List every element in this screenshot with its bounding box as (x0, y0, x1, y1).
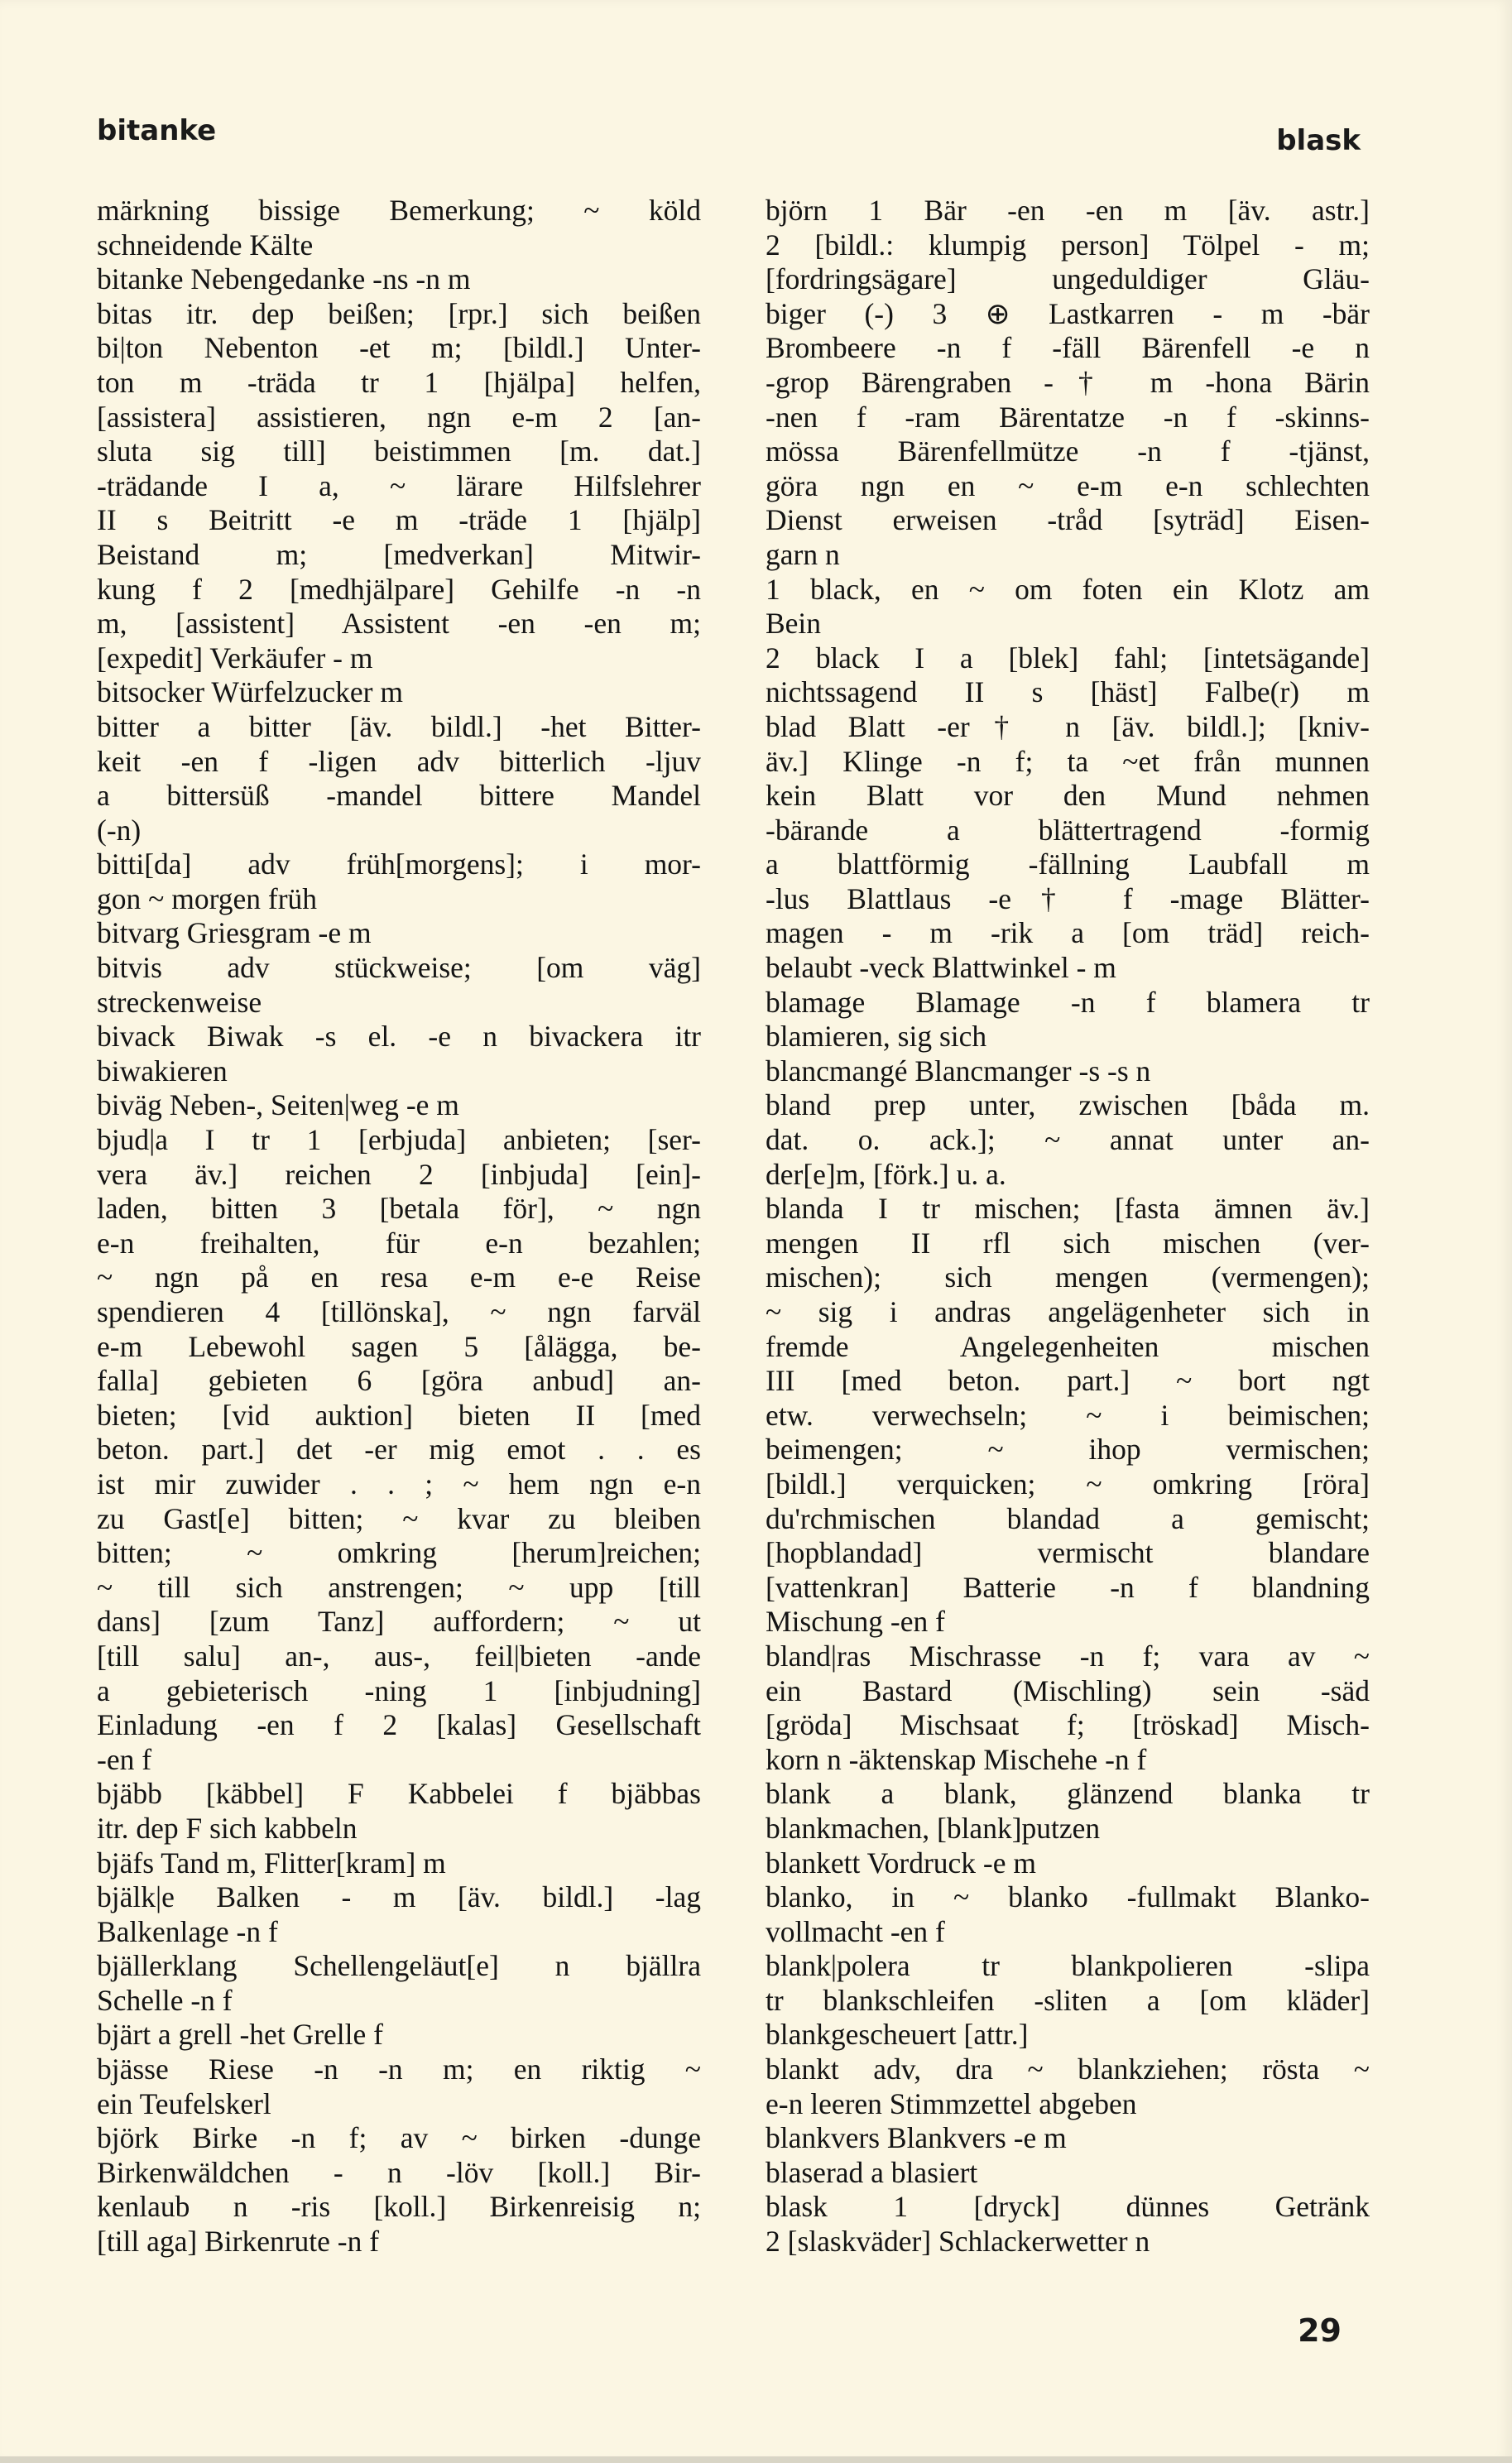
text-line: ~ sig i andras angelägenheter sich in (766, 1295, 1370, 1328)
text-line: Dienst erweisen -tråd [syträd] Eisen- (766, 503, 1370, 537)
text-line: blank a blank, glänzend blanka tr (766, 1777, 1370, 1811)
text-line: fremde Angelegenheiten mischen (766, 1329, 1370, 1363)
text-line: -lus Blattlaus -e† f -mage Blätter- (766, 881, 1370, 915)
text-line: [hopblandad] vermischt blandare (766, 1536, 1370, 1570)
text-line: magen - m -rik a [om träd] reich- (766, 916, 1370, 950)
text-line: blanko, in ~ blanko -fullmakt Blanko- (766, 1880, 1370, 1914)
text-line: bland prep unter, zwischen [båda m. (766, 1088, 1370, 1122)
text-line: [vattenkran] Batterie -n f blandning (766, 1570, 1370, 1604)
text-line: a bittersüß -mandel bittere Mandel (97, 779, 701, 813)
text-line: ~ till sich anstrengen; ~ upp [till (97, 1570, 701, 1604)
text-line: -bärande a blättertragend -formig (766, 813, 1370, 847)
text-line: björn 1 Bär -en -en m [äv. astr.] (766, 194, 1370, 227)
text-line: korn n -äktenskap Mischehe -n f (766, 1742, 1147, 1776)
text-line: blask 1 [dryck] dünnes Getränk (766, 2190, 1370, 2224)
text-line: biväg Neben-, Seiten|weg -e m (97, 1088, 459, 1122)
text-line: a gebieterisch -ning 1 [inbjudning] (97, 1673, 701, 1707)
text-line: belaubt -veck Blattwinkel - m (766, 951, 1116, 985)
text-line: m, [assistent] Assistent -en -en m; (97, 607, 701, 641)
text-line: 1 black, en ~ om foten ein Klotz am (766, 572, 1370, 606)
text-line: falla] gebieten 6 [göra anbud] an- (97, 1364, 701, 1398)
text-line: tr blankschleifen -sliten a [om kläder] (766, 1983, 1370, 2017)
text-line: blankt adv, dra ~ blankziehen; rösta ~ (766, 2052, 1370, 2086)
text-line: Balkenlage -n f (97, 1914, 278, 1948)
text-line: e-n leeren Stimmzettel abgeben (766, 2086, 1137, 2120)
text-line: bitanke Nebengedanke -ns -n m (97, 262, 471, 296)
text-line: mössa Bärenfellmütze -n f -tjänst, (766, 435, 1370, 468)
text-line: bjäfs Tand m, Flitter[kram] m (97, 1846, 446, 1880)
text-line: -en f (97, 1742, 152, 1776)
text-line: kenlaub n -ris [koll.] Birkenreisig n; (97, 2190, 701, 2224)
text-line: Beistand m; [medverkan] Mitwir- (97, 537, 701, 571)
text-line: etw. verwechseln; ~ i beimischen; (766, 1398, 1370, 1432)
text-line: [expedit] Verkäufer - m (97, 641, 373, 675)
text-line: blanda I tr mischen; [fasta ämnen äv.] (766, 1192, 1370, 1226)
text-line: nichtssagend II s [häst] Falbe(r) m (766, 675, 1370, 709)
text-line: bjässe Riese -n -n m; en riktig ~ (97, 2052, 701, 2086)
right-column (766, 194, 1370, 2259)
text-line: [assistera] assistieren, ngn e-m 2 [an- (97, 400, 701, 434)
text-line: bitas itr. dep beißen; [rpr.] sich beißen (97, 296, 701, 330)
text-line: -grop Bärengraben -† m -hona Bärin (766, 365, 1370, 399)
text-line: beton. part.] det -er mig emot . . es (97, 1433, 701, 1467)
text-line: dat. o. ack.]; ~ annat unter an- (766, 1123, 1370, 1157)
text-line: blankett Vordruck -e m (766, 1846, 1036, 1880)
text-line: mischen); sich mengen (vermengen); (766, 1260, 1370, 1294)
text-line: Einladung -en f 2 [kalas] Gesellschaft (97, 1708, 701, 1742)
text-line: blad Blatt -er† n [äv. bildl.]; [kniv- (766, 709, 1370, 743)
text-line: bi|ton Nebenton -et m; [bildl.] Unter- (97, 331, 701, 365)
text-line: -trädande I a, ~ lärare Hilfslehrer (97, 468, 701, 502)
text-line: e-m Lebewohl sagen 5 [ålägga, be- (97, 1329, 701, 1363)
text-line: Birkenwäldchen - n -löv [koll.] Bir- (97, 2155, 701, 2189)
text-line: [till salu] an-, aus-, feil|bieten -ande (97, 1639, 701, 1673)
text-line: bjäbb [käbbel] F Kabbelei f bjäbbas (97, 1777, 701, 1811)
text-line: blamage Blamage -n f blamera tr (766, 985, 1370, 1019)
text-line: e-n freihalten, für e-n bezahlen; (97, 1226, 701, 1260)
text-line: itr. dep F sich kabbeln (97, 1811, 358, 1845)
text-line: biwakieren (97, 1054, 228, 1087)
text-line: bjud|a I tr 1 [erbjuda] anbieten; [ser- (97, 1123, 701, 1157)
text-line: bieten; [vid auktion] bieten II [med (97, 1398, 701, 1432)
text-line: laden, bitten 3 [betala för], ~ ngn (97, 1192, 701, 1226)
text-line: bjärt a grell -het Grelle f (97, 2018, 383, 2052)
text-line: sluta sig till] beistimmen [m. dat.] (97, 435, 701, 468)
text-line: ein Teufelskerl (97, 2086, 271, 2120)
text-line: bjälk|e Balken - m [äv. bildl.] -lag (97, 1880, 701, 1914)
page-number: 29 (1298, 2312, 1342, 2349)
text-line: blankgescheuert [attr.] (766, 2018, 1029, 2052)
text-line: ein Bastard (Mischling) sein -säd (766, 1673, 1370, 1707)
text-line: björk Birke -n f; av ~ birken -dunge (97, 2121, 701, 2155)
text-line: ~ ngn på en resa e-m e-e Reise (97, 1260, 701, 1294)
text-line: göra ngn en ~ e-m e-n schlechten (766, 468, 1370, 502)
text-line: blankmachen, [blank]putzen (766, 1811, 1101, 1845)
text-line: bitvis adv stückweise; [om väg] (97, 951, 701, 985)
text-line: a blattförmig -fällning Laubfall m (766, 847, 1370, 881)
text-line: der[e]m, [förk.] u. a. (766, 1157, 1006, 1191)
text-line: äv.] Klinge -n f; ta ~et från munnen (766, 744, 1370, 778)
text-line: dans] [zum Tanz] auffordern; ~ ut (97, 1605, 701, 1639)
text-line: bitti[da] adv früh[morgens]; i mor- (97, 847, 701, 881)
text-line: vera äv.] reichen 2 [inbjuda] [ein]- (97, 1157, 701, 1191)
text-line: streckenweise (97, 985, 262, 1019)
text-line: blaserad a blasiert (766, 2155, 978, 2189)
text-line: schneidende Kälte (97, 228, 314, 262)
text-line: blank|polera tr blankpolieren -slipa (766, 1949, 1370, 1983)
text-line: III [med beton. part.] ~ bort ngt (766, 1364, 1370, 1398)
text-line: bjällerklang Schellengeläut[e] n bjällra (97, 1949, 701, 1983)
text-line: bland|ras Mischrasse -n f; vara av ~ (766, 1639, 1370, 1673)
text-line: keit -en f -ligen adv bitterlich -ljuv (97, 744, 701, 778)
text-line: kein Blatt vor den Mund nehmen (766, 779, 1370, 813)
text-line: 2 [slaskväder] Schlackerwetter n (766, 2225, 1150, 2259)
text-line: [fordringsägare] ungeduldiger Gläu- (766, 262, 1370, 296)
text-line: biger (-) 3 ⊕ Lastkarren - m -bär (766, 296, 1370, 330)
text-line: mengen II rfl sich mischen (ver- (766, 1226, 1370, 1260)
text-line: spendieren 4 [tillönska], ~ ngn farväl (97, 1295, 701, 1328)
text-line: Mischung -en f (766, 1605, 945, 1639)
text-line: Schelle -n f (97, 1983, 233, 2017)
text-line: 2 [bildl.: klumpig person] Tölpel - m; (766, 228, 1370, 262)
text-line: kung f 2 [medhjälpare] Gehilfe -n -n (97, 572, 701, 606)
text-line: 2 black I a [blek] fahl; [intetsägande] (766, 641, 1370, 675)
text-line: -nen f -ram Bärentatze -n f -skinns- (766, 400, 1370, 434)
text-line: beimengen; ~ ihop vermischen; (766, 1433, 1370, 1467)
text-line: [bildl.] verquicken; ~ omkring [röra] (766, 1467, 1370, 1500)
header-last-entry: blask (1276, 124, 1361, 157)
text-line: bitten; ~ omkring [herum]reichen; (97, 1536, 701, 1570)
text-line: [till aga] Birkenrute -n f (97, 2225, 380, 2259)
text-line: bitter a bitter [äv. bildl.] -het Bitter- (97, 709, 701, 743)
text-line: märkning bissige Bemerkung; ~ köld (97, 194, 701, 227)
text-line: (-n) (97, 813, 142, 847)
text-line: Brombeere -n f -fäll Bärenfell -e n (766, 331, 1370, 365)
text-line: bitvarg Griesgram -e m (97, 916, 372, 950)
text-line: zu Gast[e] bitten; ~ kvar zu bleiben (97, 1501, 701, 1535)
text-line: blankvers Blankvers -e m (766, 2121, 1067, 2155)
left-column (97, 194, 701, 2259)
text-line: gon ~ morgen früh (97, 881, 318, 915)
text-line: II s Beitritt -e m -träde 1 [hjälp] (97, 503, 701, 537)
text-line: bitsocker Würfelzucker m (97, 675, 403, 709)
text-line: vollmacht -en f (766, 1914, 945, 1948)
text-line: blancmangé Blancmanger -s -s n (766, 1054, 1151, 1087)
text-line: bivack Biwak -s el. -e n bivackera itr (97, 1020, 701, 1054)
text-line: garn n (766, 537, 840, 571)
text-line: blamieren, sig sich (766, 1020, 987, 1054)
text-line: ist mir zuwider . . ; ~ hem ngn e-n (97, 1467, 701, 1500)
header-first-entry: bitanke (97, 114, 217, 147)
text-line: Bein (766, 607, 822, 641)
text-line: ton m -träda tr 1 [hjälpa] helfen, (97, 365, 701, 399)
text-line: du'rchmischen blandad a gemischt; (766, 1501, 1370, 1535)
text-line: [gröda] Mischsaat f; [tröskad] Misch- (766, 1708, 1370, 1742)
